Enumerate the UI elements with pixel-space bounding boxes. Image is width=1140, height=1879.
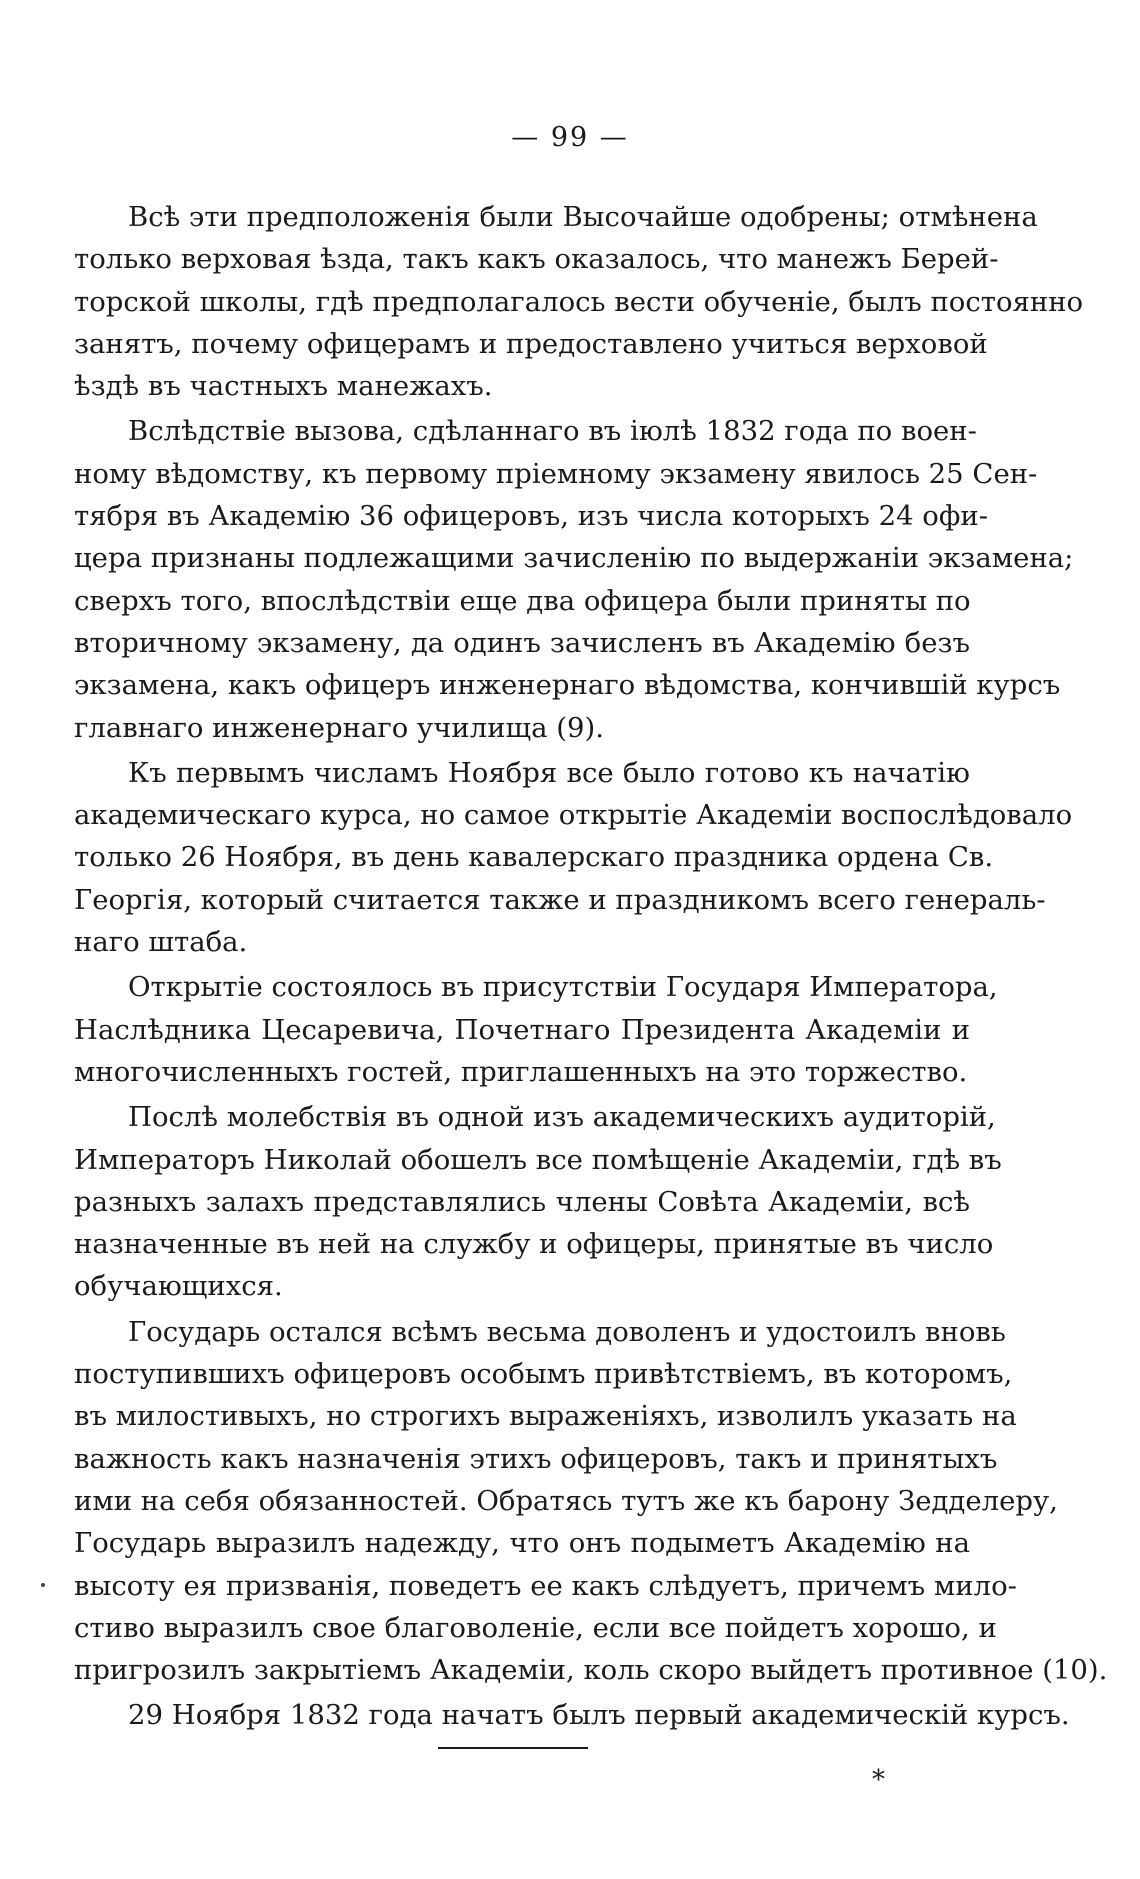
text-line: наго штаба. bbox=[74, 926, 248, 959]
text-line: высоту ея призванія, поведетъ ее какъ слѣдуетъ, причемъ мило- bbox=[74, 1569, 1017, 1602]
paragraph-course-start bbox=[74, 1694, 1070, 1736]
text-line: ному вѣдомству, къ первому пріемному экзамену явилось 25 Сен- bbox=[74, 457, 1038, 490]
text-line: ими на себя обязанностей. Обратясь тутъ же къ барону Зедделеру, bbox=[74, 1484, 1058, 1517]
paragraph-service bbox=[74, 1096, 1002, 1307]
print-speck bbox=[41, 1583, 45, 1587]
text-line: Государь остался всѣмъ весьма доволенъ и удостоилъ вновь bbox=[128, 1315, 1006, 1348]
text-line: сверхъ того, впослѣдствіи еще два офицера были приняты по bbox=[74, 584, 971, 617]
text-line: важность какъ назначенія этихъ офицеровъ, такъ и принятыхъ bbox=[74, 1442, 998, 1475]
text-line: въ милостивыхъ, но строгихъ выраженіяхъ, изволилъ указать на bbox=[74, 1400, 1017, 1433]
text-line: разныхъ залахъ представлялись члены Совѣта Академіи, всѣ bbox=[74, 1185, 970, 1218]
paragraph-sovereign-address bbox=[74, 1311, 1108, 1692]
text-line: поступившихъ офицеровъ особымъ привѣтствіемъ, въ которомъ, bbox=[74, 1358, 1013, 1391]
text-line: назначенные въ ней на службу и офицеры, принятые въ число bbox=[74, 1228, 994, 1261]
paragraph-ceremony bbox=[74, 966, 998, 1093]
text-line: цера признаны подлежащими зачисленію по выдержаніи экзамена; bbox=[74, 542, 1074, 575]
text-line: торской школы, гдѣ предполагалось вести обученіе, былъ постоянно bbox=[74, 285, 1084, 318]
text-line-with-footnote-ref: главнаго инженернаго училища (9). bbox=[74, 711, 604, 744]
section-divider bbox=[438, 1747, 588, 1749]
page-number: — 99 — bbox=[511, 122, 629, 153]
text-line: 29 Ноября 1832 года начатъ былъ первый академическій курсъ. bbox=[128, 1699, 1070, 1732]
paragraph-first-exam bbox=[74, 410, 1074, 748]
text-line: Императоръ Николай обошелъ все помѣщеніе Академіи, гдѣ въ bbox=[74, 1143, 1002, 1176]
text-line: обучающихся. bbox=[74, 1270, 283, 1303]
text-line-with-footnote-ref: пригрозилъ закрытіемъ Академіи, коль скоро выйдетъ противное (10). bbox=[74, 1654, 1108, 1687]
text-line: ѣздѣ въ частныхъ манежахъ. bbox=[74, 370, 493, 403]
text-line: академическаго курса, но самое открытіе Академіи воспослѣдовало bbox=[74, 799, 1073, 832]
text-line: Къ первымъ числамъ Ноября все было готово къ начатію bbox=[128, 756, 970, 789]
paragraph-opening-date bbox=[74, 752, 1073, 963]
text-line: Георгія, который считается также и праздникомъ всего генераль- bbox=[74, 883, 1046, 916]
text-line: Всѣ эти предположенія были Высочайше одобрены; отмѣнена bbox=[128, 201, 1038, 233]
text-line: Государь выразилъ надежду, что онъ подыметъ Академію на bbox=[74, 1527, 970, 1560]
text-line: многочисленныхъ гостей, приглашенныхъ на это торжество. bbox=[74, 1055, 968, 1088]
text-line: Наслѣдника Цесаревича, Почетнаго Президента Академіи и bbox=[74, 1013, 970, 1046]
text-line: экзамена, какъ офицеръ инженернаго вѣдомства, кончившій курсъ bbox=[74, 669, 1061, 702]
text-line: занятъ, почему офицерамъ и предоставлено учиться верховой bbox=[74, 327, 988, 360]
text-line: Открытіе состоялось въ присутствіи Государя Императора, bbox=[128, 971, 998, 1004]
text-line: стиво выразилъ свое благоволеніе, если все пойдетъ хорошо, и bbox=[74, 1611, 997, 1644]
text-line: вторичному экзамену, да одинъ зачисленъ въ Академію безъ bbox=[74, 626, 970, 659]
body-text bbox=[74, 196, 1108, 1737]
text-line: только 26 Ноября, въ день кавалерскаго праздника ордена Св. bbox=[74, 841, 994, 874]
text-line: Вслѣдствіе вызова, сдѣланнаго въ іюлѣ 1832 года по воен- bbox=[128, 415, 977, 448]
text-line: Послѣ молебствія въ одной изъ академическихъ аудиторій, bbox=[128, 1101, 996, 1134]
text-line: тября въ Академію 36 офицеровъ, изъ числа которыхъ 24 офи- bbox=[74, 500, 989, 533]
text-line: только верховая ѣзда, такъ какъ оказалось, что манежъ Берей- bbox=[74, 243, 999, 276]
paragraph-approval bbox=[74, 196, 1084, 407]
footer-mark: * bbox=[872, 1765, 885, 1795]
